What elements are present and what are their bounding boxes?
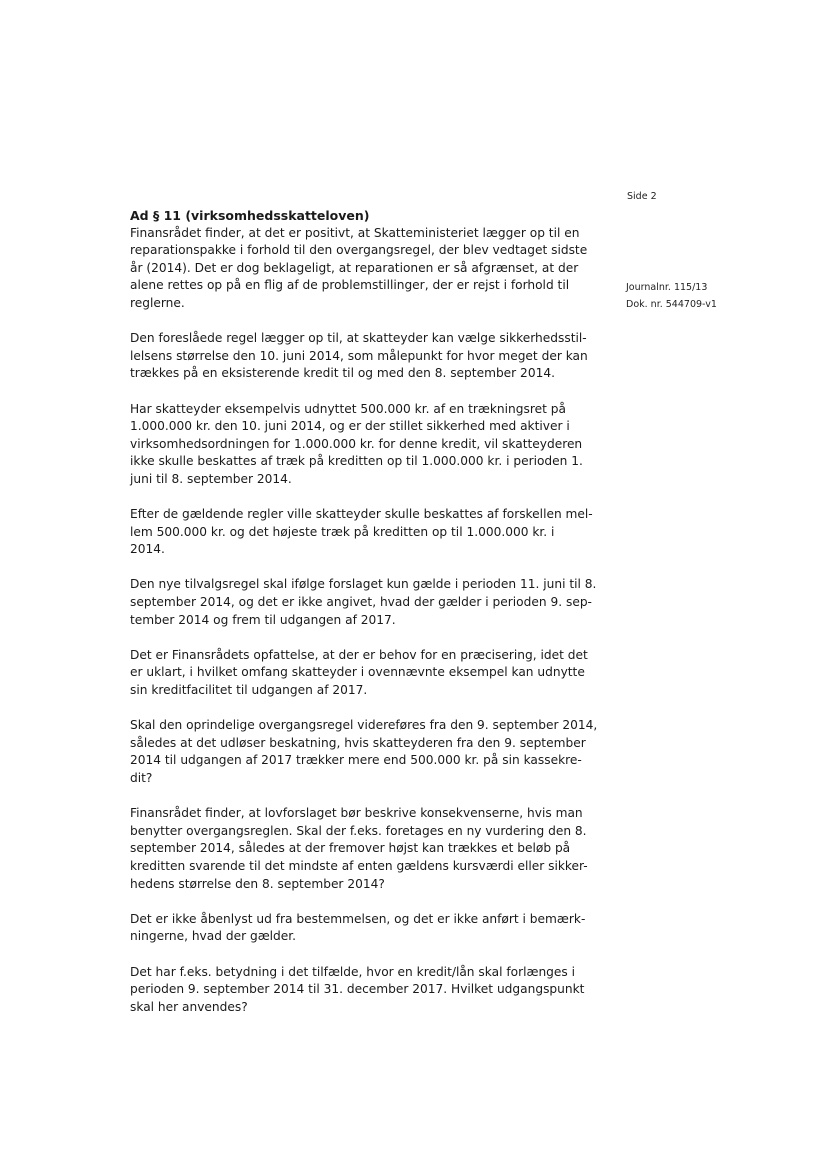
paragraph-line: september 2014, og det er ikke angivet, hvad der gælder i perioden 9. sep- xyxy=(130,595,592,610)
paragraph xyxy=(130,911,590,946)
paragraph-line: hedens størrelse den 8. september 2014? xyxy=(130,876,385,891)
paragraph xyxy=(130,401,590,489)
paragraph-line: september 2014, således at der fremover højst kan trækkes et beløb på xyxy=(130,841,571,856)
paragraph xyxy=(130,576,597,629)
letter-body xyxy=(130,207,598,1034)
page-number: Side 2 xyxy=(627,191,657,202)
paragraph-line: Har skatteyder eksempelvis udnyttet 500.000 kr. af en trækningsret på xyxy=(130,401,566,416)
paragraph-line: Efter de gældende regler ville skatteyder skulle beskattes af forskellen mel- xyxy=(130,507,593,522)
paragraph-line: juni til 8. september 2014. xyxy=(130,471,292,486)
paragraph-line: 2014. xyxy=(130,542,165,557)
document-number: Dok. nr. 544709-v1 xyxy=(626,299,717,310)
paragraph-line: alene rettes op på en flig af de problemstillinger, der er rejst i forhold til xyxy=(130,278,570,293)
paragraph-line: således at det udløser beskatning, hvis skatteyderen fra den 9. september xyxy=(130,735,586,750)
journal-number: Journalnr. 115/13 xyxy=(626,282,708,293)
paragraph-line: benytter overgangsreglen. Skal der f.eks. foretages en ny vurdering den 8. xyxy=(130,823,587,838)
paragraph-line: Den foreslåede regel lægger op til, at skatteyder kan vælge sikkerhedsstil- xyxy=(130,331,587,346)
paragraph xyxy=(130,964,590,1017)
paragraph-line: kreditten svarende til det mindste af enten gældens kursværdi eller sikker- xyxy=(130,858,588,873)
paragraph-line: 1.000.000 kr. den 10. juni 2014, og er der stillet sikkerhed med aktiver i xyxy=(130,419,570,434)
paragraph-line: Det har f.eks. betydning i det tilfælde, hvor en kredit/lån skal forlænges i xyxy=(130,964,576,979)
paragraph-line: Finansrådet finder, at det er positivt, at Skatteministeriet lægger op til en xyxy=(130,225,580,240)
paragraph xyxy=(130,717,598,787)
paragraph-line: trækkes på en eksisterende kredit til og med den 8. september 2014. xyxy=(130,366,555,381)
paragraph-line: ikke skulle beskattes af træk på kreditten op til 1.000.000 kr. i perioden 1. xyxy=(130,454,583,469)
paragraph xyxy=(130,225,590,313)
paragraph-list xyxy=(130,225,598,1017)
paragraph-line: Det er ikke åbenlyst ud fra bestemmelsen, og det er ikke anført i bemærk- xyxy=(130,911,586,926)
paragraph-line: ningerne, hvad der gælder. xyxy=(130,929,297,944)
section-heading: Ad § 11 (virksomhedsskatteloven) xyxy=(130,208,370,223)
paragraph-line: Finansrådet finder, at lovforslaget bør beskrive konsekvenserne, hvis man xyxy=(130,806,583,821)
paragraph-line: virksomhedsordningen for 1.000.000 kr. for denne kredit, vil skatteyderen xyxy=(130,436,583,451)
paragraph xyxy=(130,647,590,700)
paragraph xyxy=(130,805,590,893)
journal-reference xyxy=(626,279,717,313)
paragraph-line: lem 500.000 kr. og det højeste træk på kreditten op til 1.000.000 kr. i xyxy=(130,524,555,539)
paragraph-line: perioden 9. september 2014 til 31. december 2017. Hvilket udgangspunkt xyxy=(130,982,585,997)
paragraph-line: er uklart, i hvilket omfang skatteyder i ovennævnte eksempel kan udnytte xyxy=(130,665,585,680)
paragraph-line: Den nye tilvalgsregel skal ifølge forslaget kun gælde i perioden 11. juni til 8. xyxy=(130,577,597,592)
paragraph-line: dit? xyxy=(130,771,153,785)
paragraph-line: Det er Finansrådets opfattelse, at der er behov for en præcisering, idet det xyxy=(130,647,588,662)
paragraph-line: reglerne. xyxy=(130,295,185,310)
paragraph-line: skal her anvendes? xyxy=(130,999,248,1014)
paragraph-line: reparationspakke i forhold til den overgangsregel, der blev vedtaget sidste xyxy=(130,243,588,258)
paragraph-line: år (2014). Det er dog beklageligt, at reparationen er så afgrænset, at der xyxy=(130,260,579,275)
paragraph-line: 2014 til udgangen af 2017 trækker mere end 500.000 kr. på sin kassekre- xyxy=(130,753,582,768)
paragraph-line: lelsens størrelse den 10. juni 2014, som målepunkt for hvor meget der kan xyxy=(130,348,588,363)
paragraph-line: Skal den oprindelige overgangsregel videreføres fra den 9. september 2014, xyxy=(130,718,598,733)
paragraph-line: tember 2014 og frem til udgangen af 2017. xyxy=(130,612,396,627)
paragraph-line: sin kreditfacilitet til udgangen af 2017. xyxy=(130,683,368,698)
paragraph xyxy=(130,506,593,559)
paragraph xyxy=(130,330,590,383)
